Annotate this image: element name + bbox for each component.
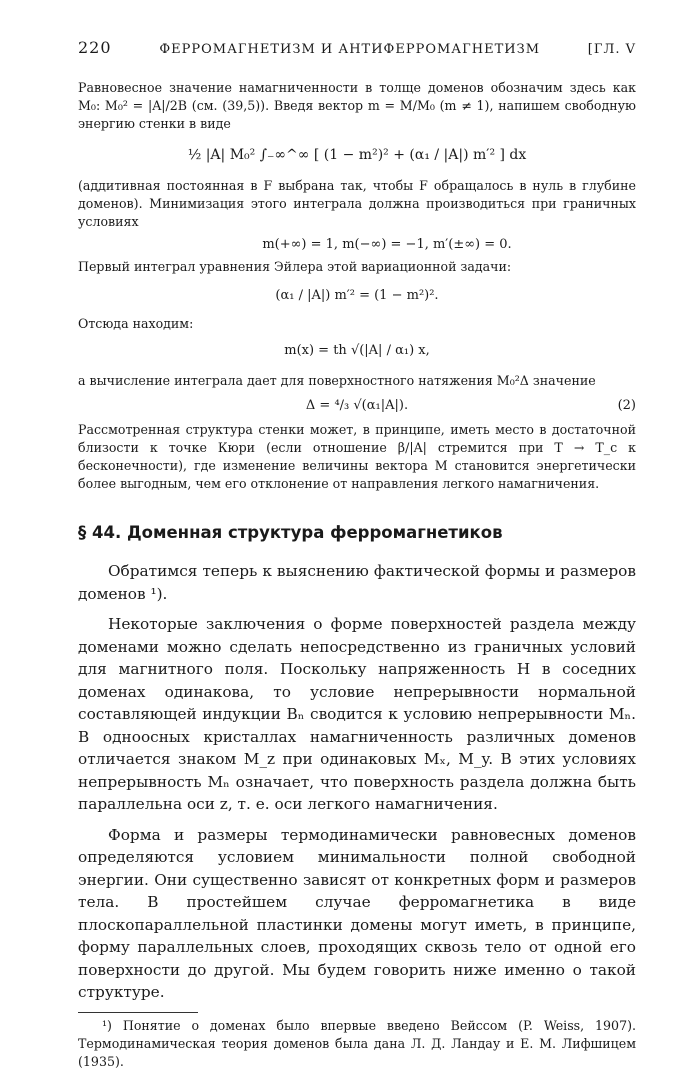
equation-solution: m(x) = th √(|A| / α₁) x, [284, 343, 430, 358]
paragraph-boundary: (аддитивная постоянная в F выбрана так, чтобы F обращалось в нуль в глубине доменов). Минимизация этого интеграла должна производиться при граничных условиях [78, 178, 636, 229]
equation-energy: ½ |A| M₀² ∫₋∞^∞ [ (1 − m²)² + (α₁ / |A|) m′² ] dx [187, 147, 527, 163]
footnote: ¹) Понятие о доменах было впервые введено Вейссом (P. Weiss, 1907). Термодинамическая теория доменов была дана Л. Д. Ландау и Е. М. Лифшицем (1935). [78, 1017, 636, 1069]
section-heading: § 44. Доменная структура ферромагнетиков [78, 523, 503, 542]
body-paragraph-3: Форма и размеры термодинамически равновесных доменов определяются условием минимальности полной свободной энергии. Они существенно зависят от конкретных форм и размеров тела. В простейшем случае ферромагнетика в виде плоскопараллельной пластинки домены могут иметь, в принципе, форму параллельных слоев, проходящих сквозь тело от одной его поверхности до другой. Мы будем говорить ниже именно о такой структуре. [78, 825, 636, 1001]
equation-delta-body: Δ = ⁴/₃ √(α₁|A|). [305, 398, 409, 413]
footnote-rule [78, 1012, 198, 1013]
running-header [78, 38, 636, 57]
body-paragraph-2: Некоторые заключения о форме поверхностей раздела между доменами можно сделать непосредственно из граничных условий для магнитного поля. Поскольку напряженность H в соседних доменах одинакова, то условие непрерывности нормальной составляющей индукции Bₙ сводится к условию непрерывности Mₙ. В одноосных кристаллах намагниченность различных доменов отличается знаком M_z при одинаковых Mₓ, M_y. В этих условиях непрерывность Mₙ означает, что поверхность раздела должна быть параллельна оси z, т. е. оси легкого намагничения. [78, 615, 636, 813]
equation-euler: (α₁ / |A|) m′² = (1 − m²)². [275, 288, 439, 303]
paragraph-euler: Первый интеграл уравнения Эйлера этой вариационной задачи: [78, 259, 512, 274]
paragraph-integral: а вычисление интеграла дает для поверхностного натяжения M₀²Δ значение [78, 373, 596, 388]
paragraph-solution: Отсюда находим: [78, 316, 194, 331]
paragraph-intro: Равновесное значение намагниченности в толще доменов обозначим здесь как M₀: M₀² = |A|/2B (см. (39,5)). Введя вектор m = M/M₀ (m ≠ 1), напишем свободную энергию стенки в виде [78, 80, 636, 131]
chapter-ref: [ГЛ. V [587, 42, 636, 57]
paragraph-curie: Рассмотренная структура стенки может, в принципе, иметь место в достаточной близости к точке Кюри (если отношение β/|A| стремится при T → T_c к бесконечности), где изменение величины вектора M становится энергетически более выгодным, чем его отклонение от направления легкого намагничения. [78, 422, 636, 491]
equation-boundary: m(+∞) = 1, m(−∞) = −1, m′(±∞) = 0. [262, 237, 512, 252]
equation-delta [78, 398, 636, 413]
equation-number: (2) [617, 398, 636, 413]
page-number: 220 [78, 38, 112, 57]
body-paragraph-1: Обратимся теперь к выяснению фактической формы и размеров доменов ¹). [78, 562, 636, 603]
running-title: ФЕРРОМАГНЕТИЗМ И АНТИФЕРРОМАГНЕТИЗМ [159, 42, 541, 57]
